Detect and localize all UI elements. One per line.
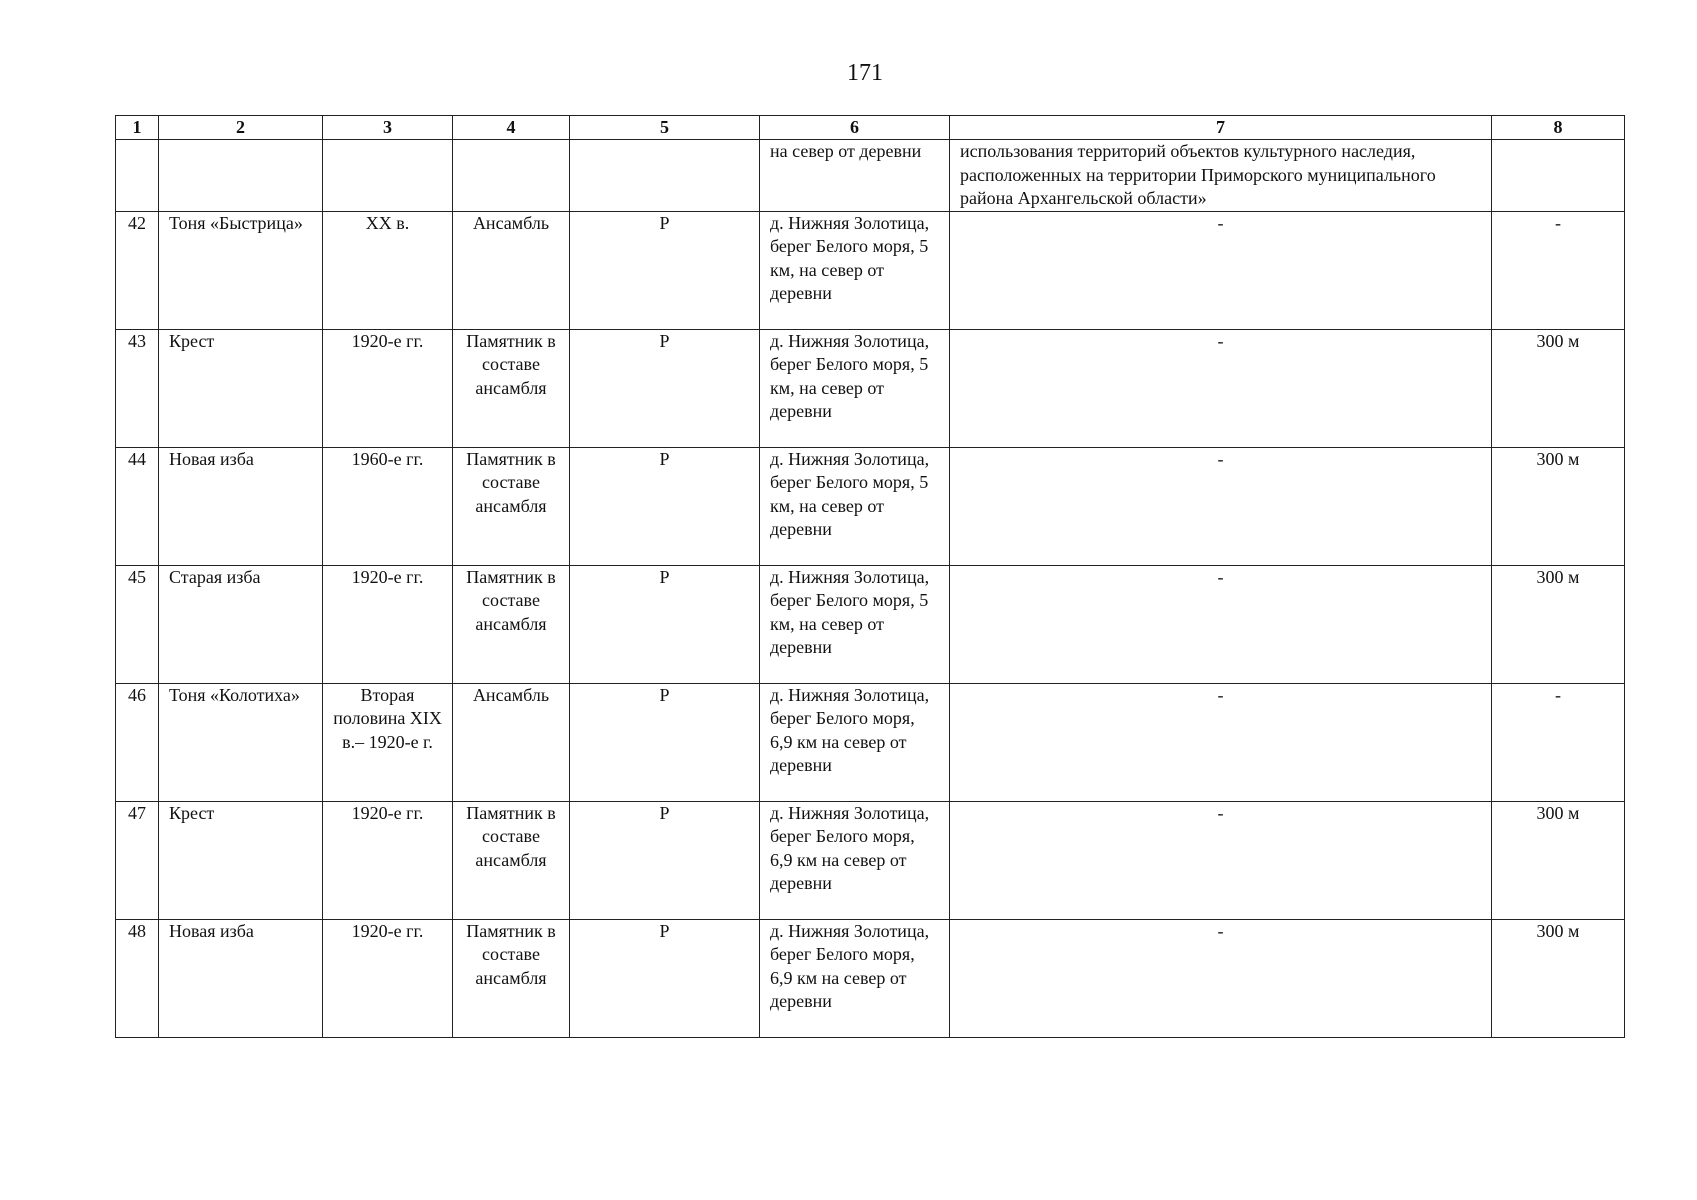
cell-number: 42 — [116, 211, 159, 329]
cell-document: - — [950, 565, 1492, 683]
cell-name: Тоня «Быстрица» — [159, 211, 323, 329]
page-number: 171 — [847, 60, 883, 86]
cell-zone: 300 м — [1492, 919, 1625, 1037]
cell-type: Ансамбль — [453, 683, 570, 801]
header-row — [116, 116, 1625, 140]
cell-location: на север от деревни — [760, 140, 950, 212]
cell-date: 1920-е гг. — [323, 565, 453, 683]
table-row — [116, 919, 1625, 1037]
header-cell: 4 — [453, 116, 570, 140]
table-row — [116, 565, 1625, 683]
cell-location: д. Нижняя Золотица, берег Белого моря, 6,9 км на север от деревни — [760, 801, 950, 919]
header-cell: 1 — [116, 116, 159, 140]
table-body — [116, 211, 1625, 1037]
table-row — [116, 211, 1625, 329]
cell-name: Новая изба — [159, 447, 323, 565]
cell-document: - — [950, 919, 1492, 1037]
cell-zone: 300 м — [1492, 801, 1625, 919]
cell-type: Памятник в составе ансамбля — [453, 447, 570, 565]
cell-document: - — [950, 329, 1492, 447]
cell-date: 1920-е гг. — [323, 801, 453, 919]
cell-location: д. Нижняя Золотица, берег Белого моря, 5 км, на север от деревни — [760, 329, 950, 447]
cell-document: - — [950, 447, 1492, 565]
cell-category: Р — [570, 447, 760, 565]
cell-date: 1960-е гг. — [323, 447, 453, 565]
cell-category: Р — [570, 919, 760, 1037]
cell-date: 1920-е гг. — [323, 329, 453, 447]
cell-document: использования территорий объектов культурного наследия, расположенных на территории Приморского муниципального района Архангельской области» — [950, 140, 1492, 212]
header-cell: 8 — [1492, 116, 1625, 140]
cell-number: 47 — [116, 801, 159, 919]
cell-name: Старая изба — [159, 565, 323, 683]
cell-type: Памятник в составе ансамбля — [453, 329, 570, 447]
cell-name: Новая изба — [159, 919, 323, 1037]
cell-location: д. Нижняя Золотица, берег Белого моря, 5 км, на север от деревни — [760, 447, 950, 565]
cell-date: 1920-е гг. — [323, 919, 453, 1037]
header-cell: 3 — [323, 116, 453, 140]
cell-document: - — [950, 683, 1492, 801]
cell-number: 48 — [116, 919, 159, 1037]
cell-type: Памятник в составе ансамбля — [453, 565, 570, 683]
cell-zone: - — [1492, 683, 1625, 801]
continuation-row — [116, 140, 1625, 212]
cell-type: Памятник в составе ансамбля — [453, 919, 570, 1037]
header-cell: 6 — [760, 116, 950, 140]
cell-category: Р — [570, 329, 760, 447]
cell-location: д. Нижняя Золотица, берег Белого моря, 6,9 км на север от деревни — [760, 919, 950, 1037]
cell-location: д. Нижняя Золотица, берег Белого моря, 5 км, на север от деревни — [760, 565, 950, 683]
cell-category: Р — [570, 565, 760, 683]
cell-name: Крест — [159, 329, 323, 447]
cell-name: Тоня «Колотиха» — [159, 683, 323, 801]
cell-zone: 300 м — [1492, 447, 1625, 565]
cell-date: XX в. — [323, 211, 453, 329]
cell-zone — [1492, 140, 1625, 212]
cell-category — [570, 140, 760, 212]
cell-zone: - — [1492, 211, 1625, 329]
cell-category: Р — [570, 211, 760, 329]
cell-document: - — [950, 801, 1492, 919]
table-row — [116, 447, 1625, 565]
table-row — [116, 329, 1625, 447]
header-cell: 2 — [159, 116, 323, 140]
cell-type: Ансамбль — [453, 211, 570, 329]
cell-category: Р — [570, 801, 760, 919]
cell-date: Вторая половина XIX в.– 1920-е г. — [323, 683, 453, 801]
header-cell: 5 — [570, 116, 760, 140]
table-row — [116, 801, 1625, 919]
cell-document: - — [950, 211, 1492, 329]
cell-zone: 300 м — [1492, 329, 1625, 447]
cell-zone: 300 м — [1492, 565, 1625, 683]
cell-name — [159, 140, 323, 212]
heritage-objects-table — [115, 115, 1625, 1038]
table-row — [116, 683, 1625, 801]
cell-name: Крест — [159, 801, 323, 919]
cell-number: 43 — [116, 329, 159, 447]
cell-number: 46 — [116, 683, 159, 801]
cell-location: д. Нижняя Золотица, берег Белого моря, 5 км, на север от деревни — [760, 211, 950, 329]
header-cell: 7 — [950, 116, 1492, 140]
cell-number — [116, 140, 159, 212]
cell-type — [453, 140, 570, 212]
cell-category: Р — [570, 683, 760, 801]
cell-type: Памятник в составе ансамбля — [453, 801, 570, 919]
cell-location: д. Нижняя Золотица, берег Белого моря, 6,9 км на север от деревни — [760, 683, 950, 801]
cell-number: 44 — [116, 447, 159, 565]
cell-number: 45 — [116, 565, 159, 683]
cell-date — [323, 140, 453, 212]
